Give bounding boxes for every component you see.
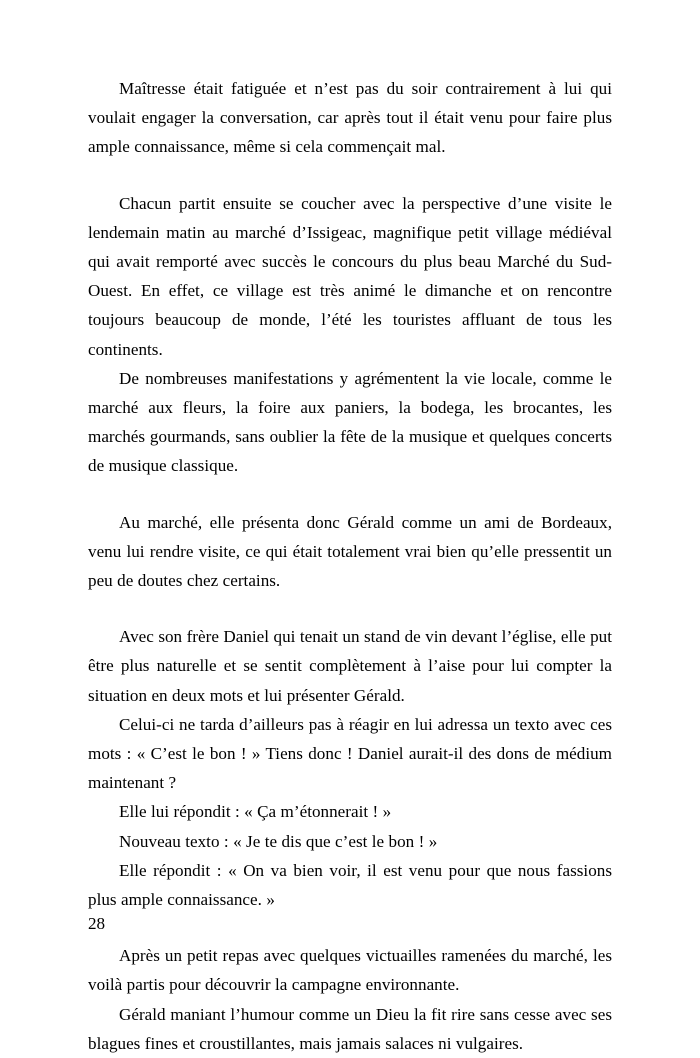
paragraph-block	[88, 189, 612, 481]
dialogue-line: Elle lui répondit : « Ça m’étonnerait ! »	[119, 802, 392, 822]
page-number: 28	[88, 914, 106, 933]
dialogue-line: Nouveau texto : « Je te dis que c’est le bon ! »	[119, 831, 438, 851]
paragraph-block	[88, 622, 612, 914]
paragraph: Avec son frère Daniel qui tenait un stand de vin devant l’église, elle put être plus naturelle et se sentit complètement à l’aise pour lui compter la situation en deux mots et lui présenter Gérald.	[88, 627, 612, 705]
paragraph: Maîtresse était fatiguée et n’est pas du soir contrairement à lui qui voulait engager la conversation, car après tout il était venu pour faire plus ample connaissance, même si cela commençait mal.	[88, 79, 612, 157]
paragraph: Chacun partit ensuite se coucher avec la perspective d’une visite le lendemain matin au marché d’Issigeac, magnifique petit village médiéval qui avait remporté avec succès le concours du plus beau Marché du Sud-Ouest. En effet, ce village est très animé le dimanche et on rencontre toujours beaucoup de monde, l’été les touristes affluant de tous les continents.	[88, 193, 612, 359]
paragraph: Après un petit repas avec quelques victuailles ramenées du marché, les voilà partis pour découvrir la campagne environnante.	[88, 946, 612, 995]
paragraph: Au marché, elle présenta donc Gérald comme un ami de Bordeaux, venu lui rendre visite, ce qui était totalement vrai bien qu’elle pressentit un peu de doutes chez certains.	[88, 512, 612, 591]
paragraph: De nombreuses manifestations y agrémentent la vie locale, comme le marché aux fleurs, la foire aux paniers, la bodega, les brocantes, les marchés gourmands, sans oublier la fête de la musique et quelques concerts de musique classique.	[88, 368, 612, 476]
paragraph-block	[88, 941, 612, 1058]
paragraph: Gérald maniant l’humour comme un Dieu la fit rire sans cesse avec ses blagues fines et croustillantes, mais jamais salaces ni vulgaires.	[88, 1004, 612, 1053]
paragraph: Celui-ci ne tarda d’ailleurs pas à réagir en lui adressa un texto avec ces mots : « C’est le bon ! » Tiens donc ! Daniel aurait-il des dons de médium maintenant ?	[88, 714, 612, 793]
paragraph-block	[88, 74, 612, 162]
text-column	[88, 74, 612, 1058]
dialogue-line: Elle répondit : « On va bien voir, il est venu pour que nous fassions plus ample connaissance. »	[88, 860, 612, 910]
paragraph-block	[88, 508, 612, 596]
